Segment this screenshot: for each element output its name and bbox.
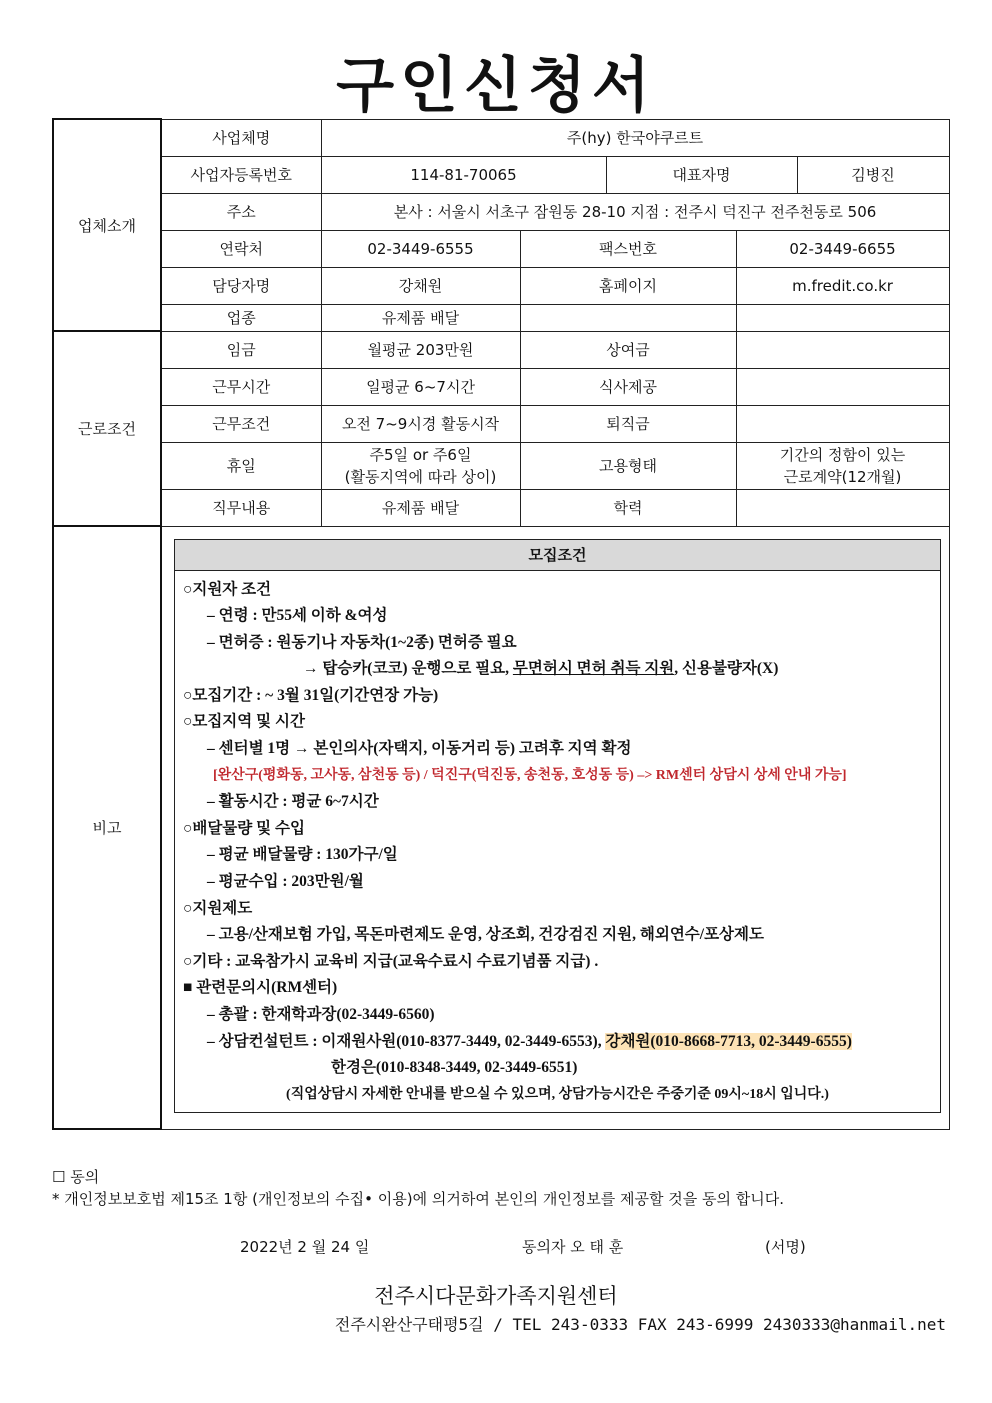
empty-cell [736, 304, 949, 331]
row-phone [53, 230, 949, 267]
value-address: 본사 : 서울시 서초구 잠원동 28-10 지점 : 전주시 덕진구 전주천동로 506 [321, 193, 949, 230]
value-ceo: 김병진 [797, 156, 949, 193]
center-contact: 전주시완산구태평5길 / TEL 243-0333 FAX 243-6999 2430333@hanmail.net [334, 1315, 946, 1334]
label-holiday: 휴일 [161, 442, 321, 489]
emptype-line-2: 근로계약(12개월) [783, 467, 902, 486]
consultant-highlight: 강채원(010-8668-7713, 02-3449-6555) [605, 1032, 852, 1050]
area-title: ○모집지역 및 시간 [183, 713, 305, 731]
value-holiday [321, 442, 520, 489]
label-address: 주소 [161, 193, 321, 230]
label-wage: 임금 [161, 331, 321, 368]
row-holiday [53, 442, 949, 489]
row-address [53, 193, 949, 230]
label-emptype: 고용형태 [520, 442, 736, 489]
emptype-line-1: 기간의 정함이 있는 [779, 445, 906, 464]
remarks-cell [161, 526, 949, 1129]
label-manager: 담당자명 [161, 267, 321, 304]
empty-cell [520, 304, 736, 331]
label-homepage: 홈페이지 [520, 267, 736, 304]
consultant-pre: – 상담컨설턴트 : 이재원사원(010-8377-3449, 02-3449-6553), [207, 1032, 606, 1050]
label-ceo: 대표자명 [606, 156, 797, 193]
value-emptype [736, 442, 949, 489]
general-line: – 총괄 : 한재학과장(02-3449-6560) [207, 1006, 435, 1023]
row-wage [53, 331, 949, 368]
label-phone: 연락처 [161, 230, 321, 267]
value-duty: 유제품 배달 [321, 489, 520, 526]
label-bonus: 상여금 [520, 331, 736, 368]
application-form-table [52, 118, 950, 1130]
row-remarks [53, 526, 949, 1129]
row-hours [53, 368, 949, 405]
label-edu: 학력 [520, 489, 736, 526]
recruit-body [175, 571, 940, 1113]
income-line: – 평균수입 : 203만원/월 [207, 873, 364, 891]
label-fax: 팩스번호 [520, 230, 736, 267]
value-homepage: m.fredit.co.kr [736, 267, 949, 304]
volume-line: – 평균 배달물량 : 130가구/일 [207, 846, 398, 864]
holiday-line-2: (활동지역에 따라 상이) [344, 467, 497, 486]
period-line: ○모집기간 : ~ 3월 31일(기간연장 가능) [183, 686, 439, 704]
license-note-pre: → 탑승카(코코) 운행으로 필요, [303, 660, 513, 678]
license-note-line [183, 656, 932, 683]
delivery-title: ○배달물량 및 수입 [183, 819, 305, 837]
value-workcond: 오전 7~9시경 활동시작 [321, 405, 520, 442]
license-line: – 면허증 : 원동기나 자동차(1~2종) 면허증 필요 [207, 633, 517, 651]
etc-line: ○기타 : 교육참가시 교육비 지급(교육수료시 수료기념품 지급) . [183, 952, 599, 970]
value-manager: 강채원 [321, 267, 520, 304]
value-company-name: 주(hy) 한국야쿠르트 [321, 119, 949, 156]
applicant-title: ○지원자 조건 [183, 580, 272, 598]
label-meal: 식사제공 [520, 368, 736, 405]
consult-note: (직업상담시 자세한 안내를 받으실 수 있으며, 상담가능시간은 주중기준 09시~18시 입니다.) [286, 1086, 829, 1102]
label-severance: 퇴직금 [520, 405, 736, 442]
row-workcond [53, 405, 949, 442]
region-detail-line: [완산구(평화동, 고사동, 삼천동 등) / 덕진구(덕진동, 송천동, 호성동 등) –> RM센터 상담시 상세 안내 가능] [213, 767, 847, 783]
consent-agreer: 동의자 오 태 훈 [522, 1238, 624, 1256]
label-industry: 업종 [161, 304, 321, 331]
value-phone: 02-3449-6555 [321, 230, 520, 267]
section-remarks: 비고 [53, 526, 161, 1129]
page-title: 구인신청서 [336, 51, 656, 121]
license-note-post: , 신용불량자(X) [674, 660, 779, 678]
value-regno: 114-81-70065 [321, 156, 606, 193]
row-industry [53, 304, 949, 331]
value-fax: 02-3449-6655 [736, 230, 949, 267]
value-severance [736, 405, 949, 442]
license-note-underlined: 무면허시 면허 취득 지원 [512, 660, 675, 678]
holiday-line-1: 주5일 or 주6일 [369, 445, 472, 464]
value-industry: 유제품 배달 [321, 304, 520, 331]
recruit-heading: 모집조건 [175, 540, 940, 571]
row-manager [53, 267, 949, 304]
value-edu [736, 489, 949, 526]
support-title: ○지원제도 [183, 899, 253, 917]
value-meal [736, 368, 949, 405]
section-company: 업체소개 [53, 119, 161, 331]
row-duty [53, 489, 949, 526]
consultant-line [183, 1029, 932, 1056]
consent-checkbox[interactable]: ☐ 동의 [52, 1168, 100, 1186]
activity-line: – 활동시간 : 평균 6~7시간 [207, 793, 379, 811]
center-name: 전주시다문화가족지원센터 [374, 1284, 618, 1308]
center-line: – 센터별 1명 → 본인의사(자택지, 이동거리 등) 고려후 지역 확정 [207, 740, 632, 758]
row-company-name [53, 119, 949, 156]
value-bonus [736, 331, 949, 368]
age-line: – 연령 : 만55세 이하 &여성 [207, 607, 388, 625]
consent-date: 2022년 2 월 24 일 [240, 1238, 370, 1256]
inquiry-title: ■ 관련문의시(RM센터) [183, 979, 338, 997]
label-company-name: 사업체명 [161, 119, 321, 156]
label-workcond: 근무조건 [161, 405, 321, 442]
recruit-box [174, 539, 941, 1114]
row-regno [53, 156, 949, 193]
consent-sign: (서명) [765, 1238, 806, 1256]
section-conditions: 근로조건 [53, 331, 161, 526]
value-wage: 월평균 203만원 [321, 331, 520, 368]
support-detail-line: – 고용/산재보험 가입, 목돈마련제도 운영, 상조회, 건강검진 지원, 해외연수/포상제도 [207, 926, 764, 944]
value-hours: 일평균 6~7시간 [321, 368, 520, 405]
consent-law-text: * 개인정보보호법 제15조 1항 (개인정보의 수집• 이용)에 의거하여 본인의 개인정보를 제공할 것을 동의 합니다. [52, 1190, 785, 1208]
consultant-line-3: 한경은(010-8348-3449, 02-3449-6551) [331, 1059, 578, 1077]
label-regno: 사업자등록번호 [161, 156, 321, 193]
label-hours: 근무시간 [161, 368, 321, 405]
label-duty: 직무내용 [161, 489, 321, 526]
